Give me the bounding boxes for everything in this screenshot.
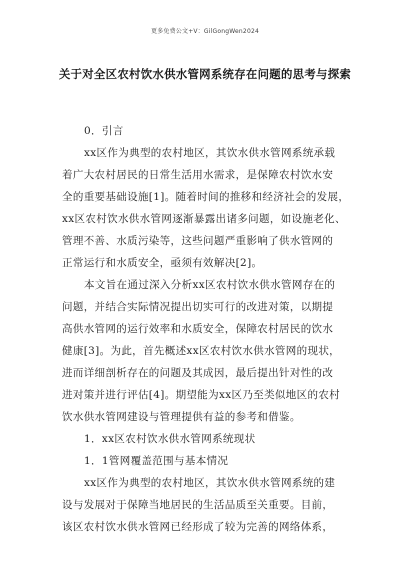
paragraph-line: xx区作为典型的农村地区，其饮水供水管网系统的建 [84, 477, 336, 489]
paragraph-line: 全的重要基础设施[1]。随着时间的推移和经济社会的发展， [62, 191, 350, 203]
section-heading-1: 1．xx区农村饮水供水管网系统现状 [84, 433, 256, 445]
header-note: 更多免费公文+V：GilGongWen2024 [151, 28, 259, 35]
paragraph-line: 进对策并进行评估[4]。期望能为xx区乃至类似地区的农村 [62, 389, 341, 401]
document-title: 关于对全区农村饮水供水管网系统存在问题的思考与探索 [58, 67, 352, 81]
paragraph-line: 该区农村饮水供水管网已经形成了较为完善的网络体系， [62, 521, 334, 533]
paragraph-line: 设与发展对于保障当地居民的生活品质至关重要。目前， [62, 499, 334, 511]
paragraph-line: xx区农村饮水供水管网逐渐暴露出诸多问题，如设施老化、 [62, 213, 346, 225]
paragraph-line: 本文旨在通过深入分析xx区农村饮水供水管网存在的 [84, 279, 336, 291]
paragraph-line: 正常运行和水质安全，亟须有效解决[2]。 [62, 257, 263, 269]
document-body [62, 120, 352, 538]
paragraph-line: 高供水管网的运行效率和水质安全，保障农村居民的饮水 [62, 323, 334, 335]
paragraph-line: 着广大农村居民的日常生活用水需求，是保障农村饮水安 [62, 169, 334, 181]
paragraph-line: xx区作为典型的农村地区，其饮水供水管网系统承载 [84, 147, 336, 159]
subsection-heading-1-1: 1．1管网覆盖范围与基本情况 [84, 455, 229, 467]
section-heading-intro: 0．引言 [84, 125, 124, 137]
paragraph-line: 问题，并结合实际情况提出切实可行的改进对策，以期提 [62, 301, 334, 313]
paragraph-line: 饮水供水管网建设与管理提供有益的参考和借鉴。 [62, 411, 301, 423]
paragraph-line: 管理不善、水质污染等，这些问题严重影响了供水管网的 [62, 235, 334, 247]
paragraph-line: 健康[3]。为此，首先概述xx区农村饮水供水管网的现状， [62, 345, 341, 357]
paragraph-line: 进而详细剖析存在的问题及其成因，最后提出针对性的改 [62, 367, 334, 379]
